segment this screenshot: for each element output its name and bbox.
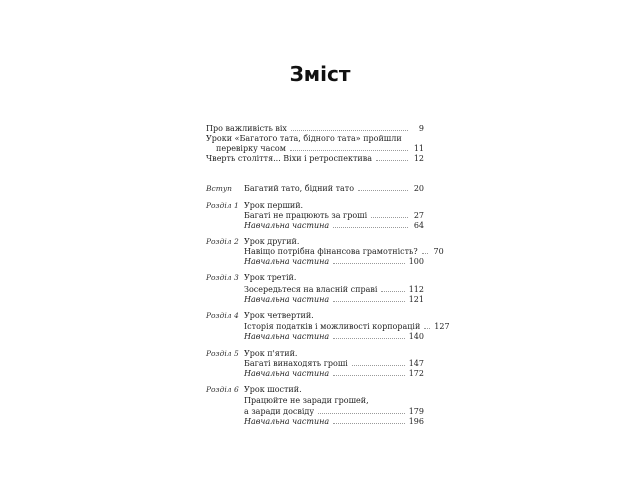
chapter-lesson: Урок третій. xyxy=(244,273,297,282)
dot-leader xyxy=(381,285,404,292)
toc-page-number: 172 xyxy=(408,369,424,378)
toc-page-number: 147 xyxy=(408,359,424,368)
toc-page-number: 20 xyxy=(413,184,424,193)
toc-entry-study xyxy=(244,221,424,231)
toc-entry-front-1 xyxy=(206,124,424,134)
toc-entry-front-3 xyxy=(206,154,424,164)
dot-leader xyxy=(290,144,408,151)
chapter-lesson: Урок перший. xyxy=(244,201,304,210)
toc-entry-text: Уроки «Багатого тата, бідного тата» пройшли xyxy=(206,134,402,143)
toc-page-number: 179 xyxy=(408,407,424,416)
page-title: Зміст xyxy=(289,62,351,86)
toc-entry xyxy=(244,359,424,369)
toc-entry-study xyxy=(244,332,424,342)
dot-leader xyxy=(333,369,405,376)
chapter-lesson: Урок п'ятий. xyxy=(244,349,298,358)
toc-entry-text: Багаті винаходять гроші xyxy=(244,359,348,368)
toc-page-number: 27 xyxy=(413,211,424,220)
dot-leader xyxy=(333,257,405,264)
toc-entry-text: Чверть століття... Віхи і ретроспектива xyxy=(206,154,373,163)
toc-entry-text: Багатий тато, бідний тато xyxy=(244,184,355,193)
toc-page-number: 64 xyxy=(413,221,424,230)
chapter-label: Розділ 6 xyxy=(206,385,239,394)
toc-entry-study xyxy=(244,369,424,379)
toc-entry-study xyxy=(244,417,424,427)
toc-entry-text: а заради досвіду xyxy=(244,407,315,416)
dot-leader xyxy=(352,359,405,366)
toc-entry-text: Навчальна частина xyxy=(244,417,330,426)
dot-leader xyxy=(424,322,430,329)
toc-page-number: 140 xyxy=(408,332,424,341)
dot-leader xyxy=(333,417,405,424)
toc-page-number: 9 xyxy=(418,124,424,133)
toc-entry-text: Зосередьтеся на власній справі xyxy=(244,285,378,294)
dot-leader xyxy=(376,154,408,161)
chapter-label: Розділ 1 xyxy=(206,201,239,210)
toc-entry xyxy=(244,322,450,332)
toc-page-number: 112 xyxy=(408,285,424,294)
dot-leader xyxy=(333,295,405,302)
toc-page-number: 70 xyxy=(433,247,444,256)
toc-entry xyxy=(244,285,424,295)
toc-page-number: 121 xyxy=(408,295,424,304)
dot-leader xyxy=(422,247,428,254)
toc-page-number: 196 xyxy=(408,417,424,426)
toc-entry-intro xyxy=(244,184,424,194)
dot-leader xyxy=(358,184,408,191)
intro-label: Вступ xyxy=(206,184,233,193)
chapter-lesson: Урок другий. xyxy=(244,237,300,246)
toc-page-number: 11 xyxy=(413,144,424,153)
toc-entry-text: Навчальна частина xyxy=(244,221,330,230)
dot-leader xyxy=(333,221,408,228)
toc-entry-text: Навчальна частина xyxy=(244,332,330,341)
toc-entry xyxy=(244,247,444,257)
toc-entry-text: Навіщо потрібна фінансова грамотність? xyxy=(244,247,418,256)
dot-leader xyxy=(291,124,408,131)
toc-entry-text: Навчальна частина xyxy=(244,257,330,266)
toc-entry-text: Історія податків і можливості корпорацій xyxy=(244,322,421,331)
toc-entry-front-2-cont xyxy=(216,144,424,154)
dot-leader xyxy=(333,332,405,339)
toc-entry-text: перевірку часом xyxy=(216,144,286,153)
dot-leader xyxy=(318,407,405,414)
chapter-label: Розділ 2 xyxy=(206,237,239,246)
toc-entry xyxy=(244,211,424,221)
toc-entry-text: Навчальна частина xyxy=(244,369,330,378)
chapter-lesson: Урок четвертий. xyxy=(244,311,314,320)
chapter-label: Розділ 4 xyxy=(206,311,239,320)
chapter-label: Розділ 3 xyxy=(206,273,239,282)
toc-entry-text: Навчальна частина xyxy=(244,295,330,304)
toc-entry-text: Багаті не працюють за гроші xyxy=(244,211,368,220)
dot-leader xyxy=(371,211,408,218)
chapter-label: Розділ 5 xyxy=(206,349,239,358)
toc-page-number: 12 xyxy=(413,154,424,163)
toc-entry-text: Про важливість віх xyxy=(206,124,287,133)
toc-entry-text: Працюйте не заради грошей, xyxy=(244,396,369,405)
toc-page-number: 100 xyxy=(408,257,424,266)
toc-page-number: 127 xyxy=(434,322,450,331)
toc-entry xyxy=(244,407,424,417)
chapter-lesson: Урок шостий. xyxy=(244,385,302,394)
toc-entry-study xyxy=(244,295,424,305)
toc-entry-study xyxy=(244,257,424,267)
toc-entry-front-2 xyxy=(206,134,402,144)
